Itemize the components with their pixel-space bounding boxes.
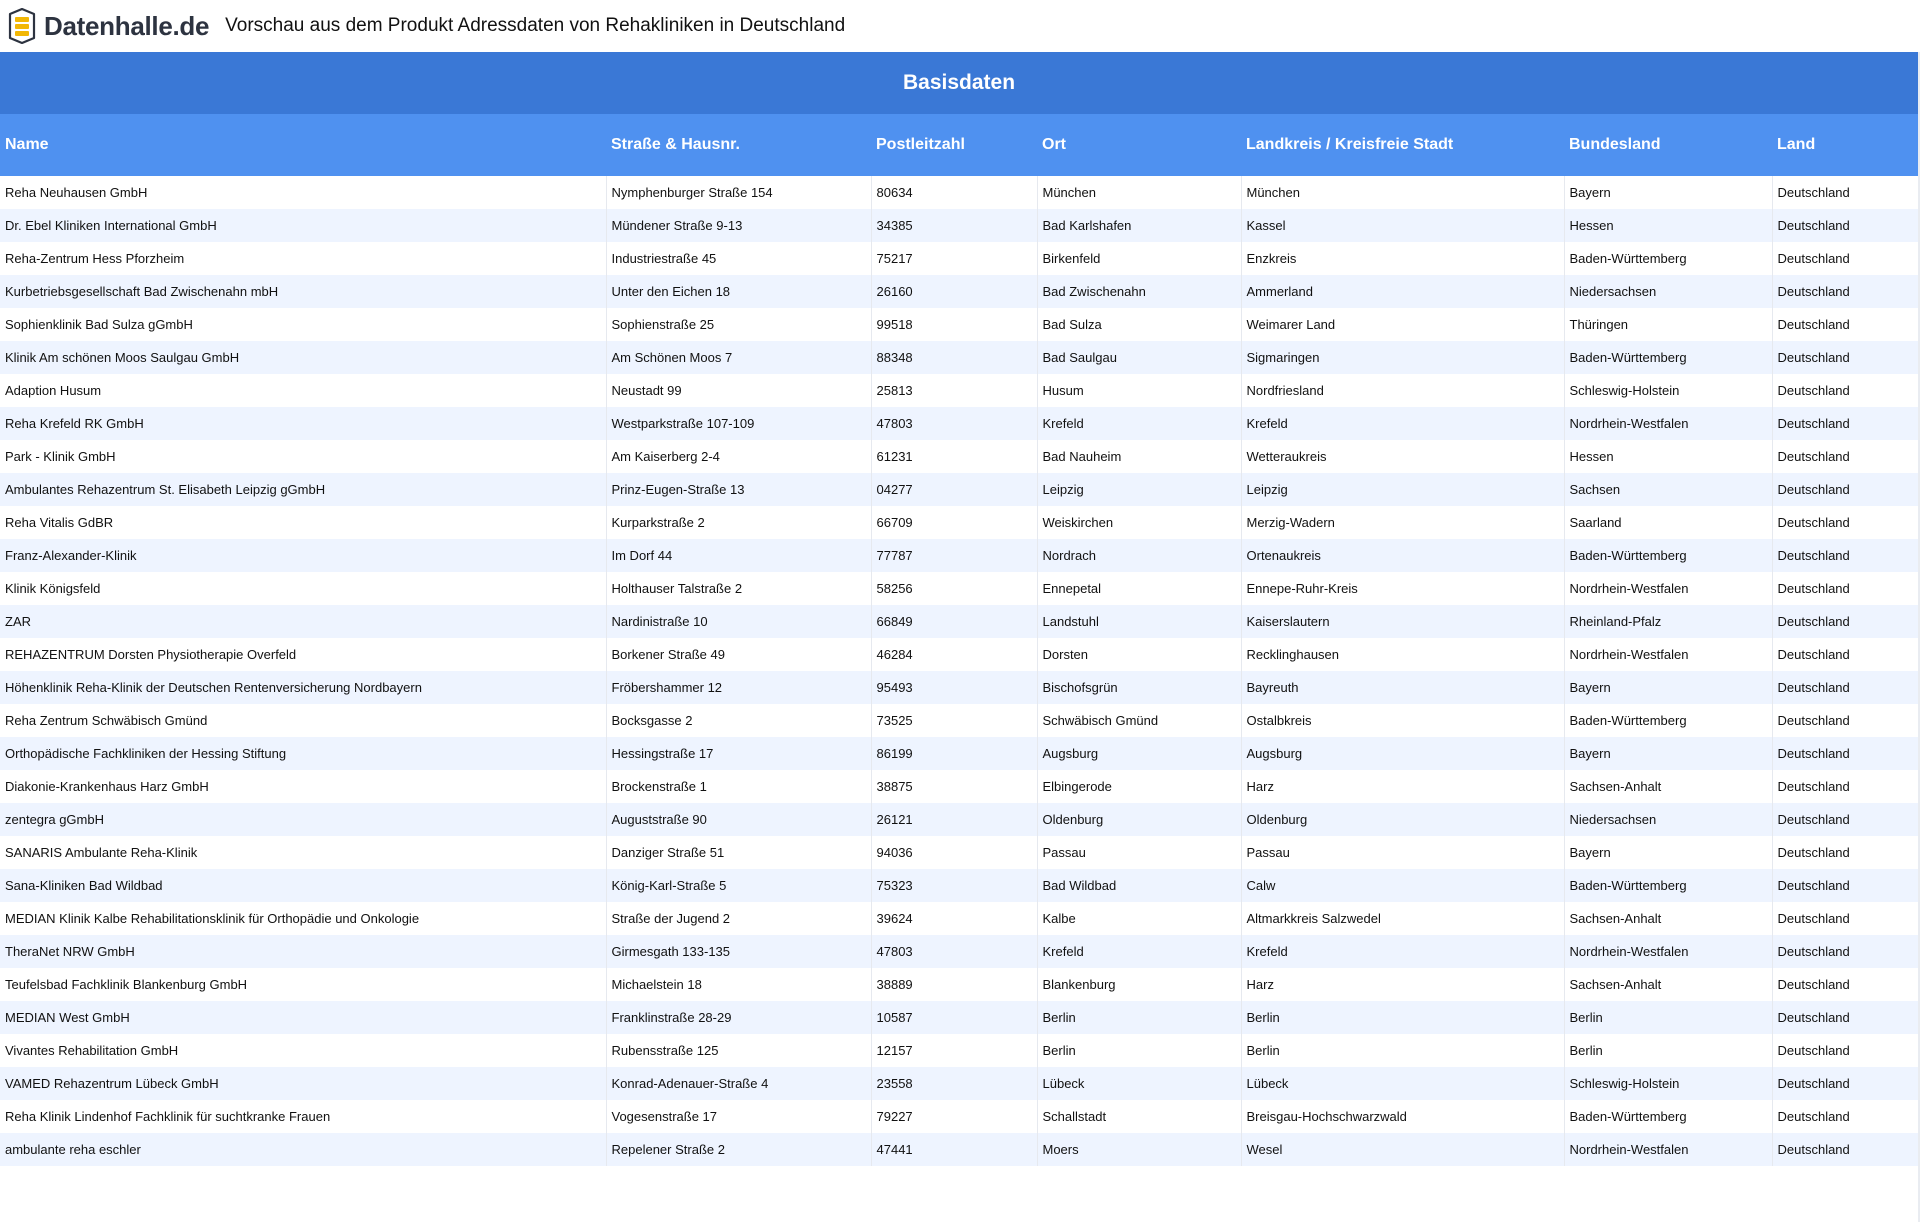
cell-country: Deutschland [1772, 242, 1918, 275]
cell-district: Berlin [1241, 1001, 1564, 1034]
cell-street: Mündener Straße 9-13 [606, 209, 871, 242]
cell-name: Adaption Husum [0, 374, 606, 407]
cell-name: ambulante reha eschler [0, 1133, 606, 1166]
cell-state: Nordrhein-Westfalen [1564, 935, 1772, 968]
cell-street: Nardinistraße 10 [606, 605, 871, 638]
cell-state: Bayern [1564, 176, 1772, 209]
cell-postcode: 75217 [871, 242, 1037, 275]
cell-street: Bocksgasse 2 [606, 704, 871, 737]
cell-postcode: 79227 [871, 1100, 1037, 1133]
cell-city: Leipzig [1037, 473, 1241, 506]
cell-street: Am Schönen Moos 7 [606, 341, 871, 374]
cell-country: Deutschland [1772, 1100, 1918, 1133]
cell-state: Sachsen-Anhalt [1564, 770, 1772, 803]
cell-street: Rubensstraße 125 [606, 1034, 871, 1067]
cell-postcode: 23558 [871, 1067, 1037, 1100]
cell-street: Prinz-Eugen-Straße 13 [606, 473, 871, 506]
table-row [0, 1100, 1918, 1133]
top-bar [0, 0, 1920, 52]
cell-name: VAMED Rehazentrum Lübeck GmbH [0, 1067, 606, 1100]
cell-country: Deutschland [1772, 209, 1918, 242]
cell-district: Leipzig [1241, 473, 1564, 506]
cell-postcode: 39624 [871, 902, 1037, 935]
cell-name: Park - Klinik GmbH [0, 440, 606, 473]
column-header-name: Name [0, 114, 606, 176]
cell-district: Sigmaringen [1241, 341, 1564, 374]
cell-state: Baden-Württemberg [1564, 869, 1772, 902]
cell-street: Westparkstraße 107-109 [606, 407, 871, 440]
cell-city: Lübeck [1037, 1067, 1241, 1100]
cell-state: Hessen [1564, 209, 1772, 242]
cell-country: Deutschland [1772, 836, 1918, 869]
cell-state: Bayern [1564, 836, 1772, 869]
cell-city: Blankenburg [1037, 968, 1241, 1001]
cell-state: Sachsen-Anhalt [1564, 968, 1772, 1001]
table-row [0, 902, 1918, 935]
cell-district: Ammerland [1241, 275, 1564, 308]
cell-name: Sophienklinik Bad Sulza gGmbH [0, 308, 606, 341]
cell-country: Deutschland [1772, 539, 1918, 572]
table-row [0, 803, 1918, 836]
cell-city: München [1037, 176, 1241, 209]
cell-state: Baden-Württemberg [1564, 242, 1772, 275]
cell-postcode: 26160 [871, 275, 1037, 308]
cell-district: Passau [1241, 836, 1564, 869]
cell-district: Ostalbkreis [1241, 704, 1564, 737]
cell-country: Deutschland [1772, 176, 1918, 209]
cell-country: Deutschland [1772, 440, 1918, 473]
cell-state: Niedersachsen [1564, 803, 1772, 836]
cell-street: Unter den Eichen 18 [606, 275, 871, 308]
cell-country: Deutschland [1772, 935, 1918, 968]
cell-street: Neustadt 99 [606, 374, 871, 407]
cell-country: Deutschland [1772, 473, 1918, 506]
cell-country: Deutschland [1772, 902, 1918, 935]
cell-postcode: 94036 [871, 836, 1037, 869]
cell-street: Repelener Straße 2 [606, 1133, 871, 1166]
cell-street: Michaelstein 18 [606, 968, 871, 1001]
table-row [0, 671, 1918, 704]
cell-name: Reha Vitalis GdBR [0, 506, 606, 539]
cell-city: Oldenburg [1037, 803, 1241, 836]
section-title: Basisdaten [0, 52, 1918, 114]
cell-postcode: 58256 [871, 572, 1037, 605]
table-row [0, 737, 1918, 770]
cell-district: Lübeck [1241, 1067, 1564, 1100]
cell-name: Vivantes Rehabilitation GmbH [0, 1034, 606, 1067]
cell-district: Nordfriesland [1241, 374, 1564, 407]
cell-district: Breisgau-Hochschwarzwald [1241, 1100, 1564, 1133]
table-row [0, 176, 1918, 209]
preview-table-wrapper [0, 52, 1920, 1166]
cell-state: Nordrhein-Westfalen [1564, 1133, 1772, 1166]
cell-postcode: 75323 [871, 869, 1037, 902]
cell-district: München [1241, 176, 1564, 209]
cell-postcode: 80634 [871, 176, 1037, 209]
cell-country: Deutschland [1772, 572, 1918, 605]
table-row [0, 1067, 1918, 1100]
cell-city: Bad Saulgau [1037, 341, 1241, 374]
cell-name: Ambulantes Rehazentrum St. Elisabeth Leipzig gGmbH [0, 473, 606, 506]
cell-district: Enzkreis [1241, 242, 1564, 275]
cell-name: REHAZENTRUM Dorsten Physiotherapie Overfeld [0, 638, 606, 671]
table-row [0, 935, 1918, 968]
table-row [0, 770, 1918, 803]
cell-country: Deutschland [1772, 737, 1918, 770]
cell-name: Diakonie-Krankenhaus Harz GmbH [0, 770, 606, 803]
cell-postcode: 26121 [871, 803, 1037, 836]
cell-city: Husum [1037, 374, 1241, 407]
cell-street: Holthauser Talstraße 2 [606, 572, 871, 605]
cell-postcode: 10587 [871, 1001, 1037, 1034]
table-row [0, 638, 1918, 671]
cell-street: Danziger Straße 51 [606, 836, 871, 869]
cell-country: Deutschland [1772, 968, 1918, 1001]
cell-state: Sachsen-Anhalt [1564, 902, 1772, 935]
cell-city: Birkenfeld [1037, 242, 1241, 275]
cell-postcode: 95493 [871, 671, 1037, 704]
cell-country: Deutschland [1772, 869, 1918, 902]
cell-district: Weimarer Land [1241, 308, 1564, 341]
cell-name: Reha Krefeld RK GmbH [0, 407, 606, 440]
table-row [0, 242, 1918, 275]
cell-country: Deutschland [1772, 1067, 1918, 1100]
cell-name: Klinik Königsfeld [0, 572, 606, 605]
cell-street: Sophienstraße 25 [606, 308, 871, 341]
column-header-district: Landkreis / Kreisfreie Stadt [1241, 114, 1564, 176]
cell-street: Industriestraße 45 [606, 242, 871, 275]
cell-city: Schwäbisch Gmünd [1037, 704, 1241, 737]
cell-state: Baden-Württemberg [1564, 341, 1772, 374]
cell-district: Harz [1241, 770, 1564, 803]
table-row [0, 1133, 1918, 1166]
cell-country: Deutschland [1772, 1133, 1918, 1166]
cell-country: Deutschland [1772, 1001, 1918, 1034]
cell-name: ZAR [0, 605, 606, 638]
cell-street: Fröbershammer 12 [606, 671, 871, 704]
cell-city: Ennepetal [1037, 572, 1241, 605]
brand-name: Datenhalle.de [44, 10, 210, 41]
cell-postcode: 66849 [871, 605, 1037, 638]
cell-country: Deutschland [1772, 341, 1918, 374]
cell-city: Weiskirchen [1037, 506, 1241, 539]
table-row [0, 275, 1918, 308]
cell-street: Kurparkstraße 2 [606, 506, 871, 539]
cell-district: Calw [1241, 869, 1564, 902]
table-body [0, 176, 1918, 1166]
cell-state: Niedersachsen [1564, 275, 1772, 308]
table-row [0, 1034, 1918, 1067]
cell-postcode: 61231 [871, 440, 1037, 473]
cell-street: Konrad-Adenauer-Straße 4 [606, 1067, 871, 1100]
cell-street: Hessingstraße 17 [606, 737, 871, 770]
table-row [0, 704, 1918, 737]
cell-district: Krefeld [1241, 407, 1564, 440]
column-header-city: Ort [1037, 114, 1241, 176]
cell-district: Bayreuth [1241, 671, 1564, 704]
cell-name: MEDIAN Klinik Kalbe Rehabilitationsklinik für Orthopädie und Onkologie [0, 902, 606, 935]
cell-district: Kaiserslautern [1241, 605, 1564, 638]
cell-state: Rheinland-Pfalz [1564, 605, 1772, 638]
cell-country: Deutschland [1772, 374, 1918, 407]
cell-city: Kalbe [1037, 902, 1241, 935]
cell-name: Franz-Alexander-Klinik [0, 539, 606, 572]
cell-state: Schleswig-Holstein [1564, 1067, 1772, 1100]
cell-district: Augsburg [1241, 737, 1564, 770]
cell-postcode: 77787 [871, 539, 1037, 572]
table-row [0, 374, 1918, 407]
cell-state: Nordrhein-Westfalen [1564, 572, 1772, 605]
table-row [0, 836, 1918, 869]
cell-city: Bischofsgrün [1037, 671, 1241, 704]
section-header-row [0, 52, 1918, 114]
cell-state: Nordrhein-Westfalen [1564, 638, 1772, 671]
cell-name: TheraNet NRW GmbH [0, 935, 606, 968]
column-header-state: Bundesland [1564, 114, 1772, 176]
table-row [0, 1001, 1918, 1034]
cell-state: Berlin [1564, 1034, 1772, 1067]
cell-country: Deutschland [1772, 671, 1918, 704]
table-row [0, 506, 1918, 539]
cell-country: Deutschland [1772, 275, 1918, 308]
table-row [0, 440, 1918, 473]
cell-name: Höhenklinik Reha-Klinik der Deutschen Rentenversicherung Nordbayern [0, 671, 606, 704]
cell-street: Am Kaiserberg 2-4 [606, 440, 871, 473]
table-row [0, 539, 1918, 572]
cell-city: Berlin [1037, 1001, 1241, 1034]
table-row [0, 605, 1918, 638]
cell-state: Thüringen [1564, 308, 1772, 341]
cell-state: Bayern [1564, 737, 1772, 770]
cell-postcode: 47803 [871, 935, 1037, 968]
cell-street: König-Karl-Straße 5 [606, 869, 871, 902]
cell-country: Deutschland [1772, 605, 1918, 638]
cell-postcode: 86199 [871, 737, 1037, 770]
cell-country: Deutschland [1772, 1034, 1918, 1067]
table-row [0, 869, 1918, 902]
cell-postcode: 46284 [871, 638, 1037, 671]
cell-postcode: 47803 [871, 407, 1037, 440]
cell-district: Berlin [1241, 1034, 1564, 1067]
cell-district: Kassel [1241, 209, 1564, 242]
cell-city: Elbingerode [1037, 770, 1241, 803]
cell-country: Deutschland [1772, 704, 1918, 737]
cell-state: Schleswig-Holstein [1564, 374, 1772, 407]
cell-city: Bad Karlshafen [1037, 209, 1241, 242]
cell-postcode: 12157 [871, 1034, 1037, 1067]
column-header-street: Straße & Hausnr. [606, 114, 871, 176]
cell-district: Recklinghausen [1241, 638, 1564, 671]
cell-city: Bad Zwischenahn [1037, 275, 1241, 308]
cell-state: Bayern [1564, 671, 1772, 704]
cell-district: Krefeld [1241, 935, 1564, 968]
cell-street: Nymphenburger Straße 154 [606, 176, 871, 209]
cell-city: Bad Nauheim [1037, 440, 1241, 473]
cell-name: Reha Klinik Lindenhof Fachklinik für suchtkranke Frauen [0, 1100, 606, 1133]
cell-country: Deutschland [1772, 770, 1918, 803]
cell-street: Auguststraße 90 [606, 803, 871, 836]
cell-city: Schallstadt [1037, 1100, 1241, 1133]
cell-street: Straße der Jugend 2 [606, 902, 871, 935]
cell-name: zentegra gGmbH [0, 803, 606, 836]
cell-district: Ortenaukreis [1241, 539, 1564, 572]
data-table [0, 52, 1918, 1166]
cell-name: Reha Neuhausen GmbH [0, 176, 606, 209]
column-header-country: Land [1772, 114, 1918, 176]
cell-postcode: 38875 [871, 770, 1037, 803]
cell-district: Harz [1241, 968, 1564, 1001]
cell-postcode: 34385 [871, 209, 1037, 242]
table-row [0, 473, 1918, 506]
cell-name: Klinik Am schönen Moos Saulgau GmbH [0, 341, 606, 374]
table-row [0, 209, 1918, 242]
cell-city: Krefeld [1037, 407, 1241, 440]
cell-name: Orthopädische Fachkliniken der Hessing Stiftung [0, 737, 606, 770]
cell-country: Deutschland [1772, 638, 1918, 671]
table-row [0, 308, 1918, 341]
cell-city: Bad Sulza [1037, 308, 1241, 341]
cell-state: Saarland [1564, 506, 1772, 539]
table-row [0, 341, 1918, 374]
cell-name: Reha Zentrum Schwäbisch Gmünd [0, 704, 606, 737]
cell-city: Augsburg [1037, 737, 1241, 770]
cell-street: Brockenstraße 1 [606, 770, 871, 803]
cell-district: Merzig-Wadern [1241, 506, 1564, 539]
cell-street: Borkener Straße 49 [606, 638, 871, 671]
cell-state: Baden-Württemberg [1564, 1100, 1772, 1133]
cell-city: Landstuhl [1037, 605, 1241, 638]
cell-name: Reha-Zentrum Hess Pforzheim [0, 242, 606, 275]
cell-city: Moers [1037, 1133, 1241, 1166]
cell-postcode: 88348 [871, 341, 1037, 374]
cell-name: MEDIAN West GmbH [0, 1001, 606, 1034]
cell-postcode: 25813 [871, 374, 1037, 407]
cell-country: Deutschland [1772, 308, 1918, 341]
cell-street: Franklinstraße 28-29 [606, 1001, 871, 1034]
cell-postcode: 99518 [871, 308, 1037, 341]
cell-state: Hessen [1564, 440, 1772, 473]
cell-state: Sachsen [1564, 473, 1772, 506]
cell-city: Dorsten [1037, 638, 1241, 671]
cell-country: Deutschland [1772, 506, 1918, 539]
cell-district: Ennepe-Ruhr-Kreis [1241, 572, 1564, 605]
cell-state: Baden-Württemberg [1564, 539, 1772, 572]
cell-street: Girmesgath 133-135 [606, 935, 871, 968]
cell-district: Altmarkkreis Salzwedel [1241, 902, 1564, 935]
cell-postcode: 38889 [871, 968, 1037, 1001]
cell-street: Vogesenstraße 17 [606, 1100, 871, 1133]
cell-name: SANARIS Ambulante Reha-Klinik [0, 836, 606, 869]
cell-city: Berlin [1037, 1034, 1241, 1067]
cell-city: Nordrach [1037, 539, 1241, 572]
cell-state: Baden-Württemberg [1564, 704, 1772, 737]
cell-city: Krefeld [1037, 935, 1241, 968]
cell-country: Deutschland [1772, 407, 1918, 440]
cell-name: Teufelsbad Fachklinik Blankenburg GmbH [0, 968, 606, 1001]
cell-postcode: 73525 [871, 704, 1037, 737]
table-row [0, 968, 1918, 1001]
cell-city: Bad Wildbad [1037, 869, 1241, 902]
cell-country: Deutschland [1772, 803, 1918, 836]
database-logo-icon [6, 8, 38, 44]
cell-district: Wetteraukreis [1241, 440, 1564, 473]
cell-name: Kurbetriebsgesellschaft Bad Zwischenahn mbH [0, 275, 606, 308]
column-header-postcode: Postleitzahl [871, 114, 1037, 176]
cell-postcode: 66709 [871, 506, 1037, 539]
brand-logo[interactable] [6, 8, 209, 44]
cell-postcode: 47441 [871, 1133, 1037, 1166]
cell-district: Wesel [1241, 1133, 1564, 1166]
table-row [0, 572, 1918, 605]
cell-street: Im Dorf 44 [606, 539, 871, 572]
column-header-row [0, 114, 1918, 176]
cell-state: Berlin [1564, 1001, 1772, 1034]
table-row [0, 407, 1918, 440]
cell-name: Dr. Ebel Kliniken International GmbH [0, 209, 606, 242]
cell-postcode: 04277 [871, 473, 1037, 506]
cell-name: Sana-Kliniken Bad Wildbad [0, 869, 606, 902]
cell-state: Nordrhein-Westfalen [1564, 407, 1772, 440]
page-title: Vorschau aus dem Produkt Adressdaten von Rehakliniken in Deutschland [225, 15, 846, 36]
cell-city: Passau [1037, 836, 1241, 869]
cell-district: Oldenburg [1241, 803, 1564, 836]
